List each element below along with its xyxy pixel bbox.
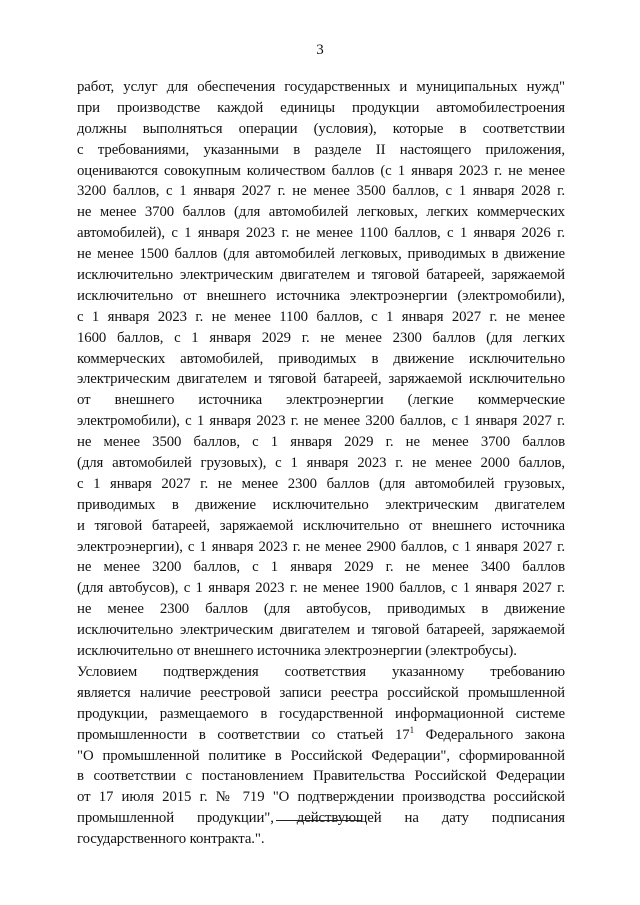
text-line: автомобилей), с 1 января 2023 г. не менее 1100 баллов, с 1 января 2026 г. [77, 225, 565, 242]
text-line: электроэнергии), с 1 января 2023 г. не менее 2900 баллов, с 1 января 2027 г. [77, 538, 565, 555]
text-line: государственного контракта.". [77, 831, 265, 848]
text-line: "О промышленной политике в Российской Федерации", сформированной [77, 747, 565, 764]
text-line: 1600 баллов, с 1 января 2029 г. не менее 2300 баллов (для легких [77, 329, 565, 346]
text-line: с требованиями, указанными в разделе II настоящего приложения, [77, 141, 565, 158]
text-line: исключительно от внешнего источника электроэнергии (электробусы). [77, 643, 517, 660]
text-line: 3200 баллов, с 1 января 2027 г. не менее 3500 баллов, с 1 января 2028 г. [77, 183, 565, 200]
text-line: исключительно от внешнего источника электроэнергии (электромобили), [77, 287, 565, 304]
text-line: должны выполняться операции (условия), которые в соответствии [77, 120, 565, 137]
document-body [77, 77, 565, 850]
article-superscript: 1 [409, 724, 414, 735]
law-reference-text-end: Федерального закона [413, 726, 566, 743]
text-line: не менее 1500 баллов (для автомобилей легковых, приводимых в движение [77, 246, 565, 263]
text-line: коммерческих автомобилей, приводимых в движение исключительно [77, 350, 565, 367]
text-line: Условием подтверждения соответствия указанному требованию [77, 663, 565, 680]
page-number: 3 [316, 42, 324, 58]
text-line: в соответствии с постановлением Правительства Российской Федерации [77, 768, 565, 785]
text-line: работ, услуг для обеспечения государственных и муниципальных нужд" [77, 79, 565, 95]
text-line: с 1 января 2027 г. не менее 2300 баллов (для автомобилей грузовых, [77, 475, 565, 492]
text-line: не менее 3500 баллов, с 1 января 2029 г. не менее 3700 баллов [77, 434, 565, 451]
text-line: не менее 2300 баллов (для автобусов, приводимых в движение [77, 601, 565, 618]
text-line: от 17 июля 2015 г. № 719 "О подтверждении производства российской [77, 789, 565, 806]
law-reference-line [77, 725, 565, 746]
text-line: (для автобусов), с 1 января 2023 г. не менее 1900 баллов, с 1 января 2027 г. [77, 580, 565, 597]
text-line: электрическим двигателем и тяговой батареей, заряжаемой исключительно [77, 371, 565, 388]
text-line: является наличие реестровой записи реестра российской промышленной [77, 684, 565, 701]
text-line: при производстве каждой единицы продукции автомобилестроения [77, 99, 565, 116]
text-line: не менее 3200 баллов, с 1 января 2029 г. не менее 3400 баллов [77, 559, 565, 576]
text-line: не менее 3700 баллов (для автомобилей легковых, легких коммерческих [77, 204, 565, 221]
text-line: от внешнего источника электроэнергии (легкие коммерческие [77, 392, 565, 409]
text-line: с 1 января 2023 г. не менее 1100 баллов, с 1 января 2027 г. не менее [77, 308, 565, 325]
text-line: (для автомобилей грузовых), с 1 января 2023 г. не менее 2000 баллов, [77, 455, 565, 472]
text-line: оцениваются совокупным количеством баллов (с 1 января 2023 г. не менее [77, 162, 565, 179]
text-line: электромобили), с 1 января 2023 г. не менее 3200 баллов, с 1 января 2027 г. [77, 413, 565, 430]
text-line: исключительно электрическим двигателем и тяговой батареей, заряжаемой [77, 267, 565, 284]
text-line: приводимых в движение исключительно электрическим двигателем [77, 496, 565, 513]
text-line: и тяговой батареей, заряжаемой исключительно от внешнего источника [77, 517, 565, 534]
law-reference-text: промышленности в соответствии со статьей 17 [77, 726, 410, 743]
text-line: исключительно электрическим двигателем и тяговой батареей, заряжаемой [77, 622, 565, 639]
text-line: промышленной продукции", действующей на дату подписания [77, 810, 565, 827]
end-of-text-divider [276, 820, 362, 821]
text-line: продукции, размещаемого в государственной информационной системе [77, 705, 565, 722]
